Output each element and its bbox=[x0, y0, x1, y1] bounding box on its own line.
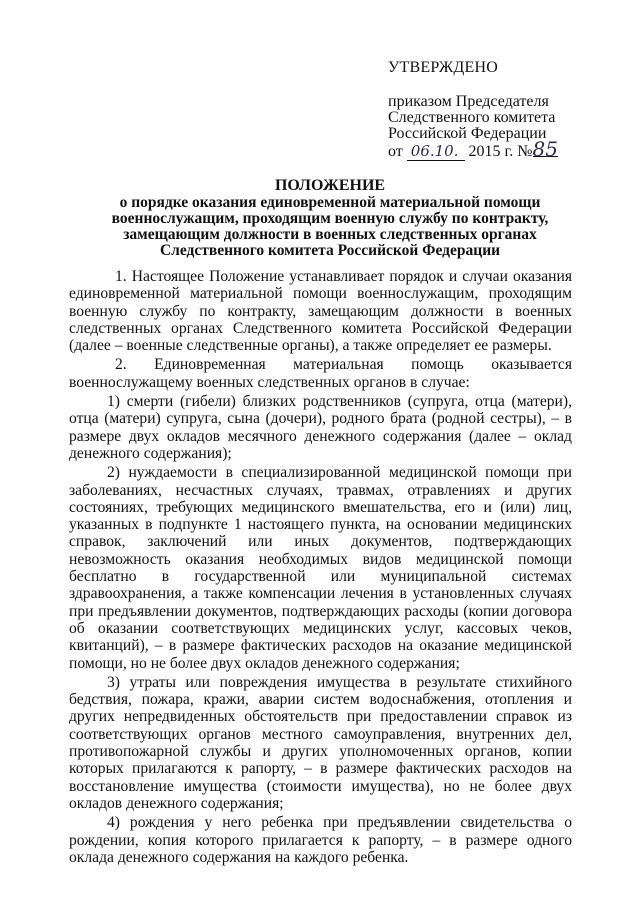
document-title bbox=[80, 178, 580, 259]
approval-date-line bbox=[388, 137, 558, 161]
approval-line-3: Российской Федерации bbox=[388, 125, 547, 142]
title-line-3: замещающим должности в военных следственных органах bbox=[123, 226, 537, 243]
subitem-4: 4) рождения у него ребенка при предъявлении свидетельства о рождении, копия которого прилагается к рапорту, – в размере одного оклада денежного содержания на каждого ребенка. bbox=[69, 814, 572, 866]
paragraph-1: 1. Настоящее Положение устанавливает порядок и случаи оказания единовременной материальной помощи военнослужащим, проходящим военную службу по контракту, замещающим должности в военных следственных органах Следственного комитета Российской Федерации (далее – военные следственные органы), а также определяет ее размеры. bbox=[69, 268, 572, 355]
approval-line-1: приказом Председателя bbox=[388, 93, 549, 110]
title-line-4: Следственного комитета Российской Федерации bbox=[159, 242, 501, 259]
subitem-3: 3) утраты или повреждения имущества в результате стихийного бедствия, пожара, кражи, аварии систем водоснабжения, отопления и других непредвиденных обстоятельств при предоставлении справок из соответствующих органов местного самоуправления, внутренних дел, противопожарной службы и других уполномоченных органов, копии которых прилагаются к рапорту, – в размере фактических расходов на восстановление имущества (стоимости имущества), но не более двух окладов денежного содержания; bbox=[69, 673, 572, 812]
title-line-2: военнослужащим, проходящим военную службу по контракту, bbox=[111, 210, 549, 227]
handwritten-date: 06.10. bbox=[407, 143, 465, 161]
approved-heading: УТВЕРЖДЕНО bbox=[388, 59, 499, 76]
handwritten-order-number: 85 bbox=[532, 137, 558, 161]
year-and-number-label: 2015 г. № bbox=[468, 143, 533, 160]
title-main: ПОЛОЖЕНИЕ bbox=[274, 177, 386, 194]
date-prefix: от bbox=[388, 143, 403, 160]
approval-stamp bbox=[388, 60, 558, 161]
title-line-1: о порядке оказания единовременной материальной помощи bbox=[119, 194, 541, 211]
approval-line-2: Следственного комитета bbox=[388, 109, 556, 126]
document-body bbox=[69, 268, 572, 868]
paragraph-2: 2. Единовременная материальная помощь оказывается военнослужащему военных следственных органов в случае: bbox=[69, 356, 572, 391]
subitem-1: 1) смерти (гибели) близких родственников (супруга, отца (матери), отца (матери) супруга, сына (дочери), родного брата (родной сестры), – в размере двух окладов месячного денежного содержания (далее – оклад денежного содержания); bbox=[69, 393, 572, 462]
subitem-2: 2) нуждаемости в специализированной медицинской помощи при заболеваниях, несчастных случаях, травмах, отравлениях и других состояниях, требующих медицинского вмешательства, его и (или) лиц, указанных в подпункте 1 настоящего пункта, на основании медицинских справок, заключений или иных документов, подтверждающих невозможность оказания необходимых видов медицинской помощи бесплатно в государственной или муниципальной системах здравоохранения, а также компенсации лечения в установленных случаях при предъявлении документов, подтверждающих расходы (копии договора об оказании соответствующих медицинских услуг, кассовых чеков, квитанций), – в размере фактических расходов на оказание медицинской помощи, но не более двух окладов денежного содержания; bbox=[69, 464, 572, 672]
